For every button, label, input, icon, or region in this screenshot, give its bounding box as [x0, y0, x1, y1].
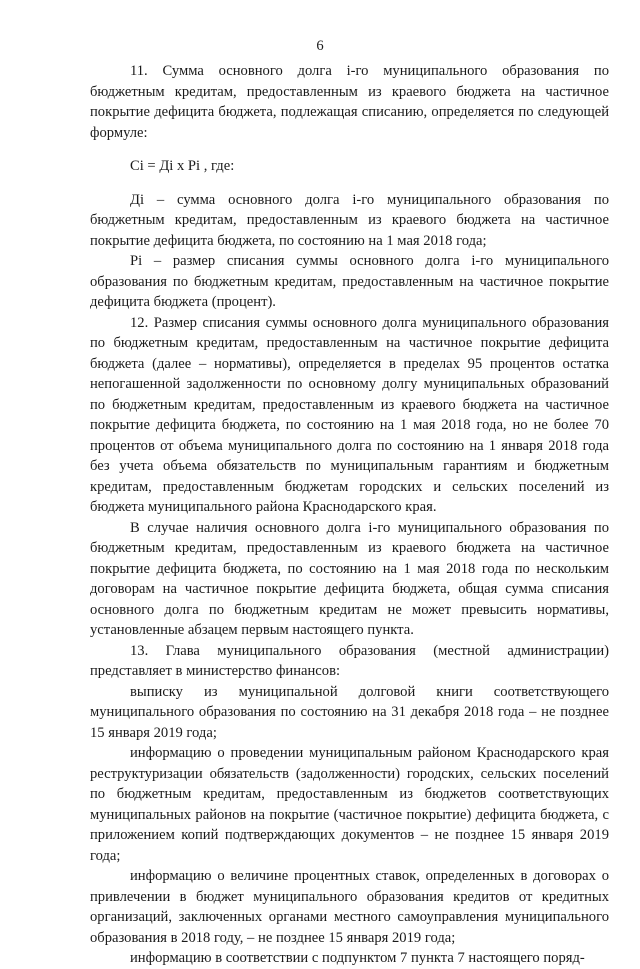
paragraph-13: 13. Глава муниципального образования (местной администрации) представляет в министерство финансов: — [90, 642, 609, 679]
paragraph-13-item-subpoint-7: информацию в соответствии с подпунктом 7 пункта 7 настоящего поряд- — [130, 950, 585, 966]
document-body — [90, 61, 609, 969]
paragraph-r-definition: Рi – размер списания суммы основного долга i-го муниципального образования по бюджетным кредитам, предоставленным на частичное покрытие дефицита бюджета (процент). — [90, 253, 609, 310]
paragraph-13-item-interest-rates: информацию о величине процентных ставок, определенных в договорах о привлечении в бюджет муниципального образования кредитов от кредитных организаций, заключенных органами местного самоуправления муниципального образования в 2018 году, – не позднее 15 января 2019 года; — [90, 868, 609, 946]
formula: Сi = Дi х Рi , где: — [130, 158, 235, 174]
paragraph-11: 11. Сумма основного долга i-го муниципального образования по бюджетным кредитам, предоставленным из краевого бюджета на частичное покрытие дефицита бюджета, подлежащая списанию, определяется по следующей формуле: — [90, 63, 609, 141]
paragraph-12: 12. Размер списания суммы основного долга муниципального образования по бюджетным кредитам, предоставленным на частичное покрытие дефицита бюджета (далее – нормативы), определяется в пределах 95 процентов остатка непогашенной задолженности по основному долгу муниципальных образований по бюджетным кредитам, предоставленным из краевого бюджета на частичное покрытие дефицита бюджета, по состоянию на 1 мая 2018 года, но не более 70 процентов от объема муниципального долга по состоянию на 1 января 2018 года без учета объема обязательств по муниципальным гарантиям и бюджетным кредитам, предоставленным бюджетам городских и сельских поселений из бюджета муниципального района Краснодарского края. — [90, 314, 609, 515]
paragraph-13-item-restructuring: информацию о проведении муниципальным районом Краснодарского края реструктуризации обязательств (задолженности) городских, сельских поселений по бюджетным кредитам, предоставленным из бюджетов соответствующих муниципальных районов на покрытие (частичное покрытие) дефицита бюджета, с приложением копий подтверждающих документов – не позднее 15 января 2019 года; — [90, 745, 609, 864]
paragraph-12-multiple-contracts: В случае наличия основного долга i-го муниципального образования по бюджетным кредитам, предоставленным из краевого бюджета на частичное покрытие дефицита бюджета, по состоянию на 1 мая 2018 года по нескольким договорам на частичное покрытие дефицита бюджета, общая сумма списания основного долга по бюджетным кредитам не может превысить нормативы, установленные абзацем первым настоящего пункта. — [90, 519, 609, 638]
page-number: 6 — [316, 38, 324, 54]
paragraph-13-item-debt-book: выписку из муниципальной долговой книги соответствующего муниципального образования по состоянию на 31 декабря 2018 года – не позднее 15 января 2019 года; — [90, 683, 609, 741]
paragraph-d-definition: Дi – сумма основного долга i-го муниципального образования по бюджетным кредитам, предоставленным из краевого бюджета на частичное покрытие дефицита бюджета, по состоянию на 1 мая 2018 года; — [90, 191, 609, 249]
